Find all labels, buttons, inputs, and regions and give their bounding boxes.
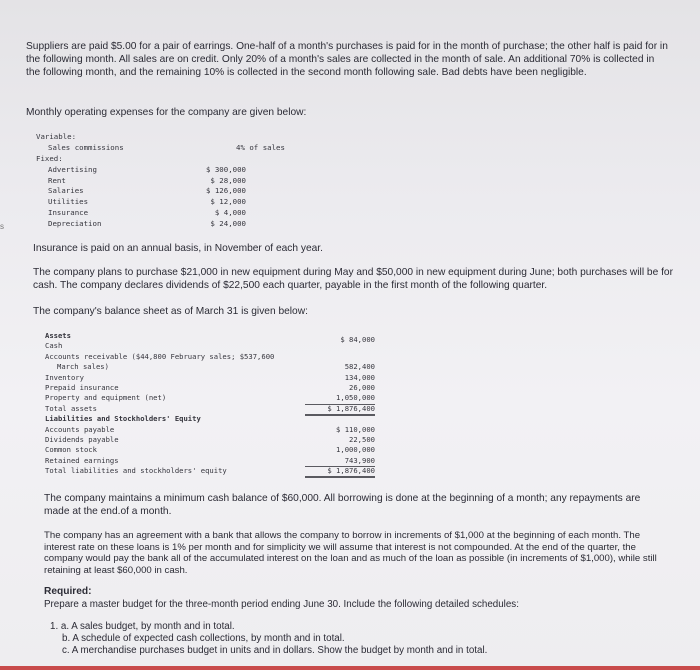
expense-label: Insurance	[48, 208, 89, 218]
retained-earnings-value: 743,900	[305, 456, 375, 467]
required-title: Required:	[44, 586, 92, 597]
min-cash-note: The company maintains a minimum cash balance of $60,000. All borrowing is done at the beginning of a month; any repayments are made at the end.of a month.	[44, 493, 641, 517]
expense-label: Advertising	[48, 164, 97, 174]
total-le-label: Total liabilities and stockholders' equity	[45, 466, 227, 476]
expense-value: $ 300,000	[205, 164, 246, 174]
required-item: b. A schedule of expected cash collections, by month and in total.	[62, 633, 345, 644]
ap-label: Accounts payable	[45, 424, 115, 434]
expense-value: $ 28,000	[210, 175, 246, 185]
expense-label: Salaries	[48, 186, 84, 196]
intro-paragraph: Suppliers are paid $5.00 for a pair of earrings. One-half of a month's purchases is paid for in the month of purchase; the other half is paid for in the following month. All sales are on credit. Only 20% of a month's sales are collected in the month of sale. An additional 70% is collected in the following month, and the remaining 10% is collected in the second month following sale. Bad debts have been negligible.	[26, 41, 668, 78]
opex-intro: Monthly operating expenses for the company are given below:	[26, 107, 307, 118]
expense-label: Utilities	[48, 197, 89, 207]
dividends-label: Dividends payable	[45, 434, 119, 444]
fixed-label: Fixed:	[36, 153, 63, 163]
ar-value: 582,400	[344, 362, 375, 372]
total-assets-value: $ 1,876,400	[305, 404, 375, 416]
total-le-value: $ 1,876,400	[305, 466, 375, 478]
commissions-label: Sales commissions	[48, 142, 124, 152]
commissions-value: 4% of sales	[236, 142, 285, 152]
expense-value: $ 4,000	[214, 208, 246, 218]
expense-value: $ 126,000	[205, 186, 246, 196]
ppe-value: 1,050,000	[305, 393, 375, 404]
variable-label: Variable:	[36, 132, 77, 141]
cash-label: Cash	[45, 341, 63, 351]
prepaid-value: 26,000	[349, 382, 375, 392]
expense-value: $ 24,000	[210, 219, 246, 229]
prepaid-label: Prepaid insurance	[45, 382, 119, 392]
common-stock-value: 1,000,000	[336, 445, 375, 455]
bs-intro: The company's balance sheet as of March 31 is given below:	[33, 306, 308, 317]
balance-sheet	[45, 331, 375, 476]
purchase-note: The company plans to purchase $21,000 in new equipment during May and $50,000 in new equipment during June; both purchases will be for cash. The company declares dividends of $22,500 each quarter, payable in the first month of the following quarter.	[33, 267, 673, 291]
side-mark: s	[0, 222, 4, 231]
inventory-label: Inventory	[45, 372, 84, 382]
total-assets-label: Total assets	[45, 403, 97, 413]
required-text: Prepare a master budget for the three-month period ending June 30. Include the following detailed schedules:	[44, 599, 519, 610]
expense-value: $ 12,000	[210, 197, 246, 207]
ar-label-cont: March sales)	[57, 362, 109, 372]
common-stock-label: Common stock	[45, 445, 97, 455]
insurance-note: Insurance is paid on an annual basis, in November of each year.	[33, 243, 323, 254]
required-item: c. A merchandise purchases budget in units and in dollars. Show the budget by month and in total.	[62, 645, 488, 656]
ap-value: $ 110,000	[336, 424, 375, 434]
expense-label: Rent	[48, 175, 66, 185]
inventory-value: 134,000	[344, 372, 375, 382]
bank-note: The company has an agreement with a bank that allows the company to borrow in increments of $1,000 at the beginning of each month. The interest rate on these loans is 1% per month and for simplicity we will assume that interest is not compounded. At the end of the quarter, the company would pay the bank all of the accumulated interest on the loan and as much of the loan as possible (in increments of $1,000), while still retaining at least $60,000 in cash.	[44, 530, 657, 576]
retained-earnings-label: Retained earnings	[45, 455, 119, 465]
required-item: 1. a. A sales budget, by month and in total.	[50, 621, 235, 632]
ar-label: Accounts receivable ($44,800 February sales; $537,600	[45, 351, 275, 361]
bottom-accent-bar	[0, 666, 700, 670]
cash-value: $ 84,000	[340, 335, 375, 345]
expense-label: Depreciation	[48, 219, 102, 229]
liabilities-header: Liabilities and Stockholders' Equity	[45, 414, 201, 424]
ppe-label: Property and equipment (net)	[45, 393, 167, 403]
dividends-value: 22,500	[349, 434, 375, 444]
assets-header: Assets	[45, 331, 71, 340]
